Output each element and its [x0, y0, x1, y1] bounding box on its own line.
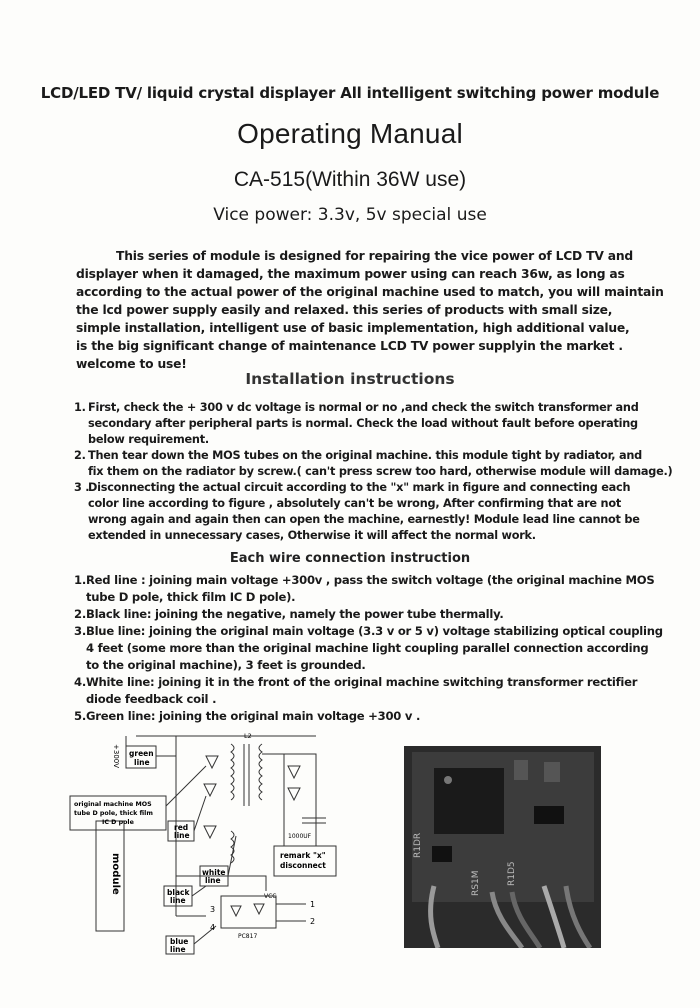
vice-power-subtitle: Vice power: 3.3v, 5v special use: [213, 205, 487, 225]
intro-line: This series of module is designed for repairing the vice power of LCD TV and: [116, 249, 633, 263]
installation-title: Installation instructions: [245, 370, 455, 388]
item-number: 4.: [74, 675, 86, 689]
item-line: Red line : joining main voltage +300v , pass the switch voltage (the original machine MOS: [86, 573, 655, 587]
model-subtitle: CA-515(Within 36W use): [233, 168, 467, 191]
manual-title: Operating Manual: [237, 118, 463, 149]
label-black-line-1: black: [167, 888, 190, 897]
label-module: module: [110, 853, 121, 895]
label-blue-line-1: blue: [170, 937, 189, 946]
label-pin-1: 1: [310, 900, 316, 909]
item-number: 2.: [74, 607, 86, 621]
item-line: wrong again and again then can open the machine, earnestly! Module lead line cannot be: [88, 513, 640, 526]
intro-line: welcome to use!: [76, 357, 187, 371]
photo-label-rs1m: RS1M: [471, 870, 481, 896]
intro-line: the lcd power supply easily and relaxed. this series of products with small size,: [76, 303, 613, 317]
item-line: tube D pole, thick film IC D pole).: [86, 590, 296, 604]
list-item: [74, 480, 644, 544]
label-green-line-2: line: [134, 758, 150, 767]
label-blue-line-2: line: [170, 945, 186, 954]
intro-line: displayer when it damaged, the maximum power using can reach 36w, as long as: [76, 267, 625, 281]
module-board-image: [404, 746, 601, 948]
item-line: Black line: joining the negative, namely the power tube thermally.: [86, 607, 504, 621]
item-number: 1.: [74, 401, 86, 414]
label-remark-1: remark "x": [280, 851, 326, 860]
item-number: 3.: [74, 624, 86, 638]
label-white-line-2: line: [205, 876, 221, 885]
list-item: [74, 674, 644, 708]
list-item: [74, 623, 663, 674]
list-item: [74, 708, 644, 725]
wiring-schematic: [66, 726, 366, 956]
item-number: 3 .: [74, 481, 90, 494]
intro-paragraph: [76, 247, 664, 373]
item-line: White line: joining it in the front of the original machine switching transformer rectifier: [86, 675, 638, 689]
label-white-line-1: white: [202, 868, 226, 877]
item-line: color line according to figure , absolutely can't be wrong, After confirming that are not: [88, 497, 621, 510]
item-line: secondary after peripheral parts is normal. Check the load without fault before operating: [88, 417, 638, 430]
label-green-line-1: green: [129, 749, 154, 758]
intro-line: according to the actual power of the original machine used to match, you will maintain: [76, 285, 664, 299]
item-number: 5.: [74, 709, 86, 723]
item-line: below requirement.: [88, 433, 209, 446]
list-item: [74, 448, 673, 480]
label-pin-3: 3: [210, 905, 216, 914]
item-number: 2.: [74, 449, 86, 462]
label-vcc: VCC: [264, 893, 277, 900]
list-item: [74, 400, 644, 448]
label-mos-note-2: tube D pole, thick film: [74, 810, 153, 817]
label-remark-2: disconnect: [280, 861, 326, 870]
label-capacitor: 1000UF: [288, 833, 312, 840]
photo-label-r1dr: R1DR: [413, 832, 423, 858]
list-item: [74, 606, 644, 623]
label-300v: +300V: [112, 744, 120, 769]
label-red-line-1: red: [174, 823, 189, 832]
product-heading: LCD/LED TV/ liquid crystal displayer All intelligent switching power module: [40, 84, 660, 102]
item-line: Blue line: joining the original main voltage (3.3 v or 5 v) voltage stabilizing optical coupling: [86, 624, 663, 638]
photo-label-r1d5: R1D5: [507, 861, 517, 886]
label-pin-4: 4: [210, 923, 216, 932]
label-black-line-2: line: [170, 896, 186, 905]
installation-list: [74, 400, 673, 544]
wire-list: [74, 572, 663, 725]
label-l2: L2: [244, 732, 252, 740]
list-item: [74, 572, 655, 606]
item-line: 4 feet (some more than the original machine light coupling parallel connection according: [86, 641, 649, 655]
label-red-line-2: line: [174, 831, 190, 840]
item-line: to the original machine), 3 feet is grounded.: [86, 658, 366, 672]
label-pc817: PC817: [238, 933, 258, 940]
item-line: extended in unnecessary cases, Otherwise it will affect the normal work.: [88, 529, 536, 542]
item-line: diode feedback coil .: [86, 692, 217, 706]
item-number: 1.: [74, 573, 86, 587]
label-mos-note-3: IC D pole: [102, 819, 134, 826]
item-line: Disconnecting the actual circuit according to the "x" mark in figure and connecting each: [88, 481, 631, 494]
item-line: Then tear down the MOS tubes on the original machine. this module tight by radiator, and: [88, 449, 643, 462]
item-line: fix them on the radiator by screw.( can't press screw too hard, otherwise module will damage.): [88, 465, 673, 478]
item-line: Green line: joining the original main voltage +300 v .: [86, 709, 421, 723]
intro-line: is the big significant change of maintenance LCD TV power supplyin the market .: [76, 339, 623, 353]
label-mos-note-1: original machine MOS: [74, 801, 152, 808]
intro-line: simple installation, intelligent use of basic implementation, high additional value,: [76, 321, 630, 335]
module-photo: [404, 746, 601, 948]
label-pin-2: 2: [310, 917, 316, 926]
wire-connection-title: Each wire connection instruction: [229, 551, 471, 566]
item-line: First, check the + 300 v dc voltage is normal or no ,and check the switch transformer and: [88, 401, 639, 414]
